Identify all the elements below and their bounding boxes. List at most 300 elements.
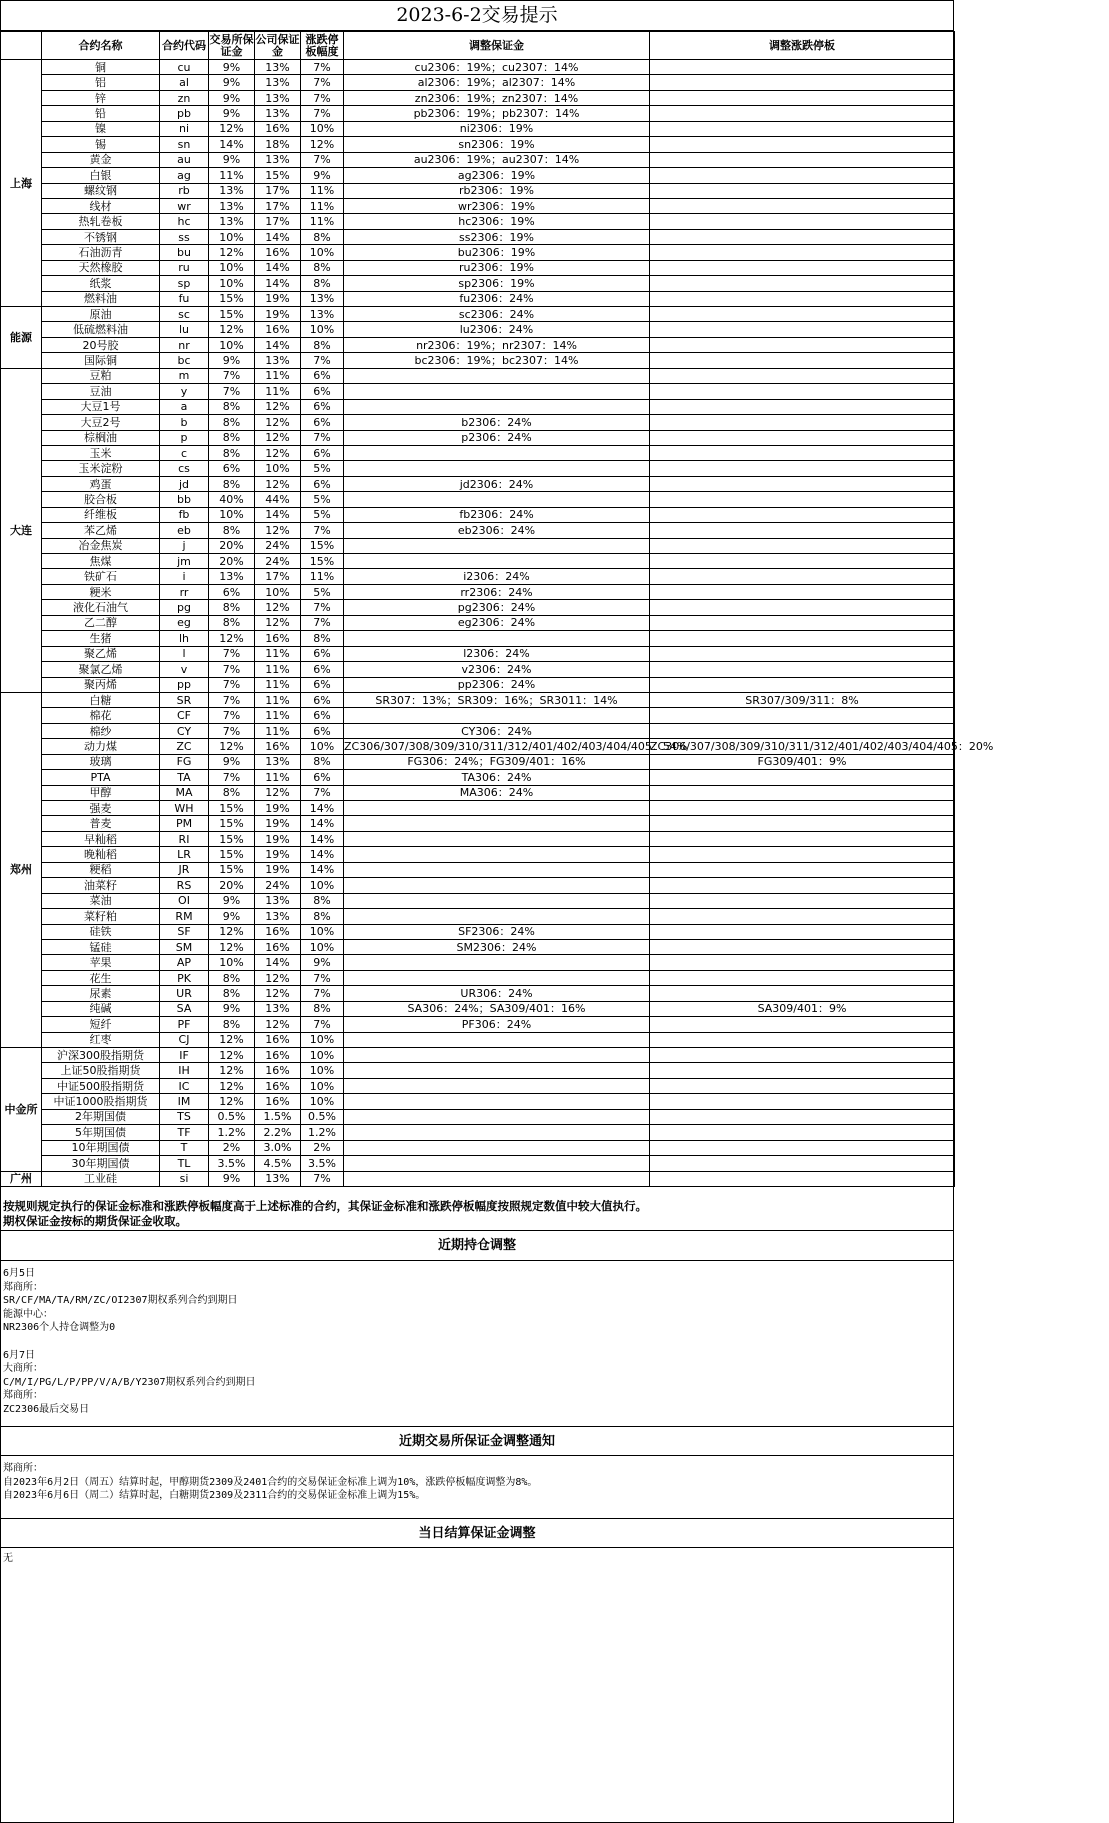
adjusted-margin-cell — [344, 1078, 650, 1093]
contract-code-cell: pp — [160, 677, 209, 692]
company-margin-cell: 12% — [255, 785, 301, 800]
contract-code-cell: RS — [160, 878, 209, 893]
exchange-margin-cell: 15% — [209, 847, 255, 862]
exchange-margin-cell: 9% — [209, 106, 255, 121]
contract-name-cell: 生猪 — [42, 631, 160, 646]
adjusted-margin-cell: b2306：24% — [344, 415, 650, 430]
adjusted-margin-cell — [344, 893, 650, 908]
exchange-margin-cell: 15% — [209, 816, 255, 831]
price-limit-cell: 10% — [301, 1094, 344, 1109]
notice-line: 自2023年6月6日（周二）结算时起，白糖期货2309及2311合约的交易保证金标准上调为15%。 — [3, 1490, 426, 1502]
adjusted-limit-cell — [650, 523, 955, 538]
adjusted-margin-cell: l2306：24% — [344, 646, 650, 661]
margin-table-body — [1, 32, 994, 1187]
exchange-margin-cell: 20% — [209, 538, 255, 553]
contract-code-cell: rr — [160, 584, 209, 599]
exchange-cell: 大连 — [1, 368, 42, 692]
price-limit-cell: 6% — [301, 384, 344, 399]
adjusted-limit-cell: ZC306/307/308/309/310/311/312/401/402/403/404/405：20% — [650, 739, 994, 753]
adjusted-limit-cell — [650, 554, 955, 569]
adjusted-margin-cell: ni2306：19% — [344, 121, 650, 136]
table-row — [1, 399, 955, 414]
contract-code-cell: LR — [160, 847, 209, 862]
contract-code-cell: lu — [160, 322, 209, 337]
contract-name-cell: 菜油 — [42, 893, 160, 908]
page-title: 2023-6-2交易提示 — [0, 0, 954, 31]
exchange-margin-cell: 9% — [209, 893, 255, 908]
contract-name-cell: 苹果 — [42, 955, 160, 970]
adjusted-limit-cell — [650, 245, 955, 260]
price-limit-cell: 6% — [301, 368, 344, 383]
company-margin-cell: 11% — [255, 384, 301, 399]
adjusted-margin-cell — [344, 538, 650, 553]
price-limit-cell: 6% — [301, 677, 344, 692]
header-contract-name: 合约名称 — [42, 32, 160, 60]
table-row — [1, 893, 955, 908]
exchange-margin-cell: 40% — [209, 492, 255, 507]
rule-note-line: 期权保证金按标的期货保证金收取。 — [3, 1214, 187, 1228]
table-row — [1, 337, 955, 352]
price-limit-cell: 10% — [301, 322, 344, 337]
contract-name-cell: 工业硅 — [42, 1171, 160, 1186]
company-margin-cell: 14% — [255, 229, 301, 244]
contract-code-cell: nr — [160, 337, 209, 352]
adjusted-margin-cell: lu2306：24% — [344, 322, 650, 337]
company-margin-cell: 12% — [255, 970, 301, 985]
adjusted-margin-cell: UR306：24% — [344, 986, 650, 1001]
adjusted-margin-cell: CY306：24% — [344, 723, 650, 738]
contract-code-cell: bc — [160, 353, 209, 368]
contract-code-cell: JR — [160, 862, 209, 877]
price-limit-cell: 2% — [301, 1140, 344, 1155]
exchange-margin-cell: 9% — [209, 90, 255, 105]
adjusted-margin-cell: zn2306：19%；zn2307：14% — [344, 90, 650, 105]
exchange-margin-cell: 13% — [209, 183, 255, 198]
adjusted-margin-cell — [344, 1140, 650, 1155]
exchange-margin-cell: 12% — [209, 924, 255, 939]
company-margin-cell: 15% — [255, 168, 301, 183]
adjusted-limit-cell — [650, 862, 955, 877]
table-row — [1, 461, 955, 476]
contract-name-cell: 胶合板 — [42, 492, 160, 507]
price-limit-cell: 7% — [301, 1171, 344, 1186]
contract-name-cell: 20号胶 — [42, 337, 160, 352]
exchange-margin-cell: 12% — [209, 631, 255, 646]
adjusted-margin-cell — [344, 1125, 650, 1140]
adjusted-margin-cell: al2306：19%；al2307：14% — [344, 75, 650, 90]
contract-name-cell: 强麦 — [42, 801, 160, 816]
company-margin-cell: 13% — [255, 1001, 301, 1016]
adjusted-limit-cell — [650, 507, 955, 522]
price-limit-cell: 7% — [301, 970, 344, 985]
contract-code-cell: SR — [160, 692, 209, 707]
table-row — [1, 600, 955, 615]
price-limit-cell: 6% — [301, 399, 344, 414]
adjusted-limit-cell — [650, 816, 955, 831]
adjusted-limit-cell — [650, 461, 955, 476]
price-limit-cell: 7% — [301, 615, 344, 630]
company-margin-cell: 12% — [255, 476, 301, 491]
contract-name-cell: 锌 — [42, 90, 160, 105]
contract-name-cell: 甲醇 — [42, 785, 160, 800]
contract-name-cell: 棕榈油 — [42, 430, 160, 445]
adjusted-margin-cell — [344, 862, 650, 877]
adjusted-margin-cell: fu2306：24% — [344, 291, 650, 306]
adjusted-limit-cell — [650, 1125, 955, 1140]
table-row — [1, 1048, 955, 1063]
adjusted-limit-cell — [650, 538, 955, 553]
adjusted-limit-cell — [650, 831, 955, 846]
price-limit-cell: 12% — [301, 137, 344, 152]
contract-name-cell: 聚乙烯 — [42, 646, 160, 661]
company-margin-cell: 12% — [255, 615, 301, 630]
price-limit-cell: 6% — [301, 445, 344, 460]
contract-code-cell: SM — [160, 939, 209, 954]
contract-code-cell: pb — [160, 106, 209, 121]
company-margin-cell: 19% — [255, 291, 301, 306]
contract-code-cell: al — [160, 75, 209, 90]
table-row — [1, 121, 955, 136]
adjusted-limit-cell — [650, 924, 955, 939]
contract-name-cell: 红枣 — [42, 1032, 160, 1047]
table-row — [1, 662, 955, 677]
table-row — [1, 584, 955, 599]
contract-name-cell: 焦煤 — [42, 554, 160, 569]
price-limit-cell: 9% — [301, 955, 344, 970]
header-exchange — [1, 32, 42, 60]
adjusted-limit-cell — [650, 631, 955, 646]
company-margin-cell: 11% — [255, 723, 301, 738]
contract-name-cell: 粳稻 — [42, 862, 160, 877]
price-limit-cell: 7% — [301, 1017, 344, 1032]
notice-line — [3, 1335, 951, 1349]
price-limit-cell: 7% — [301, 60, 344, 75]
table-row — [1, 801, 955, 816]
adjusted-limit-cell — [650, 1032, 955, 1047]
contract-name-cell: PTA — [42, 770, 160, 785]
adjusted-margin-cell — [344, 1063, 650, 1078]
adjusted-margin-cell — [344, 399, 650, 414]
contract-code-cell: wr — [160, 198, 209, 213]
adjusted-margin-cell: ZC306/307/308/309/310/311/312/401/402/403/404/405：54% — [344, 739, 688, 753]
adjusted-limit-cell — [650, 198, 955, 213]
price-limit-cell: 7% — [301, 600, 344, 615]
contract-code-cell: OI — [160, 893, 209, 908]
table-row — [1, 1078, 955, 1093]
company-margin-cell: 13% — [255, 754, 301, 769]
contract-name-cell: 不锈钢 — [42, 229, 160, 244]
table-row — [1, 276, 955, 291]
adjusted-margin-cell — [344, 708, 650, 723]
price-limit-cell: 8% — [301, 1001, 344, 1016]
table-header-row — [1, 32, 955, 60]
table-row — [1, 816, 955, 831]
price-limit-cell: 6% — [301, 723, 344, 738]
notice-line: 郑商所： — [3, 1463, 43, 1474]
adjusted-limit-cell: SR307/309/311：8% — [650, 692, 955, 707]
adjusted-limit-cell — [650, 723, 955, 738]
exchange-margin-cell: 3.5% — [209, 1156, 255, 1171]
adjusted-margin-cell — [344, 384, 650, 399]
company-margin-cell: 13% — [255, 106, 301, 121]
adjusted-margin-cell: eg2306：24% — [344, 615, 650, 630]
adjusted-margin-cell: fb2306：24% — [344, 507, 650, 522]
contract-code-cell: bu — [160, 245, 209, 260]
table-row — [1, 847, 955, 862]
company-margin-cell: 13% — [255, 353, 301, 368]
exchange-margin-cell: 10% — [209, 260, 255, 275]
table-row — [1, 554, 955, 569]
contract-code-cell: IM — [160, 1094, 209, 1109]
table-row — [1, 970, 955, 985]
notice-line: 6月7日 — [3, 1349, 36, 1361]
price-limit-cell: 14% — [301, 831, 344, 846]
contract-code-cell: jm — [160, 554, 209, 569]
table-row — [1, 384, 955, 399]
exchange-margin-cell: 9% — [209, 75, 255, 90]
company-margin-cell: 13% — [255, 893, 301, 908]
notice-line: ZC2306最后交易日 — [3, 1403, 90, 1415]
exchange-margin-cell: 7% — [209, 708, 255, 723]
price-limit-cell: 10% — [301, 1048, 344, 1063]
adjusted-margin-cell: sp2306：19% — [344, 276, 650, 291]
adjusted-limit-cell — [650, 1017, 955, 1032]
adjusted-limit-cell — [650, 955, 955, 970]
adjusted-limit-cell — [650, 801, 955, 816]
company-margin-cell: 17% — [255, 198, 301, 213]
rule-note — [0, 1197, 954, 1231]
adjusted-margin-cell: bc2306：19%；bc2307：14% — [344, 353, 650, 368]
contract-code-cell: a — [160, 399, 209, 414]
price-limit-cell: 11% — [301, 569, 344, 584]
company-margin-cell: 16% — [255, 322, 301, 337]
table-row — [1, 1063, 955, 1078]
exchange-margin-cell: 8% — [209, 399, 255, 414]
company-margin-cell: 12% — [255, 986, 301, 1001]
company-margin-cell: 13% — [255, 1171, 301, 1186]
contract-code-cell: l — [160, 646, 209, 661]
contract-code-cell: TS — [160, 1109, 209, 1124]
contract-name-cell: 铝 — [42, 75, 160, 90]
exchange-margin-cell: 12% — [209, 1063, 255, 1078]
company-margin-cell: 19% — [255, 816, 301, 831]
table-row — [1, 1109, 955, 1124]
notice-line: C/M/I/PG/L/P/PP/V/A/B/Y2307期权系列合约到期日 — [3, 1376, 256, 1388]
contract-code-cell: IH — [160, 1063, 209, 1078]
table-row — [1, 538, 955, 553]
adjusted-margin-cell: pb2306：19%；pb2307：14% — [344, 106, 650, 121]
adjusted-limit-cell — [650, 106, 955, 121]
contract-code-cell: v — [160, 662, 209, 677]
adjusted-limit-cell — [650, 1171, 955, 1186]
company-margin-cell: 4.5% — [255, 1156, 301, 1171]
adjusted-margin-cell: v2306：24% — [344, 662, 650, 677]
exchange-margin-cell: 6% — [209, 461, 255, 476]
adjusted-limit-cell — [650, 893, 955, 908]
company-margin-cell: 24% — [255, 554, 301, 569]
position-adjust-heading: 近期持仓调整 — [0, 1231, 954, 1261]
exchange-margin-cell: 0.5% — [209, 1109, 255, 1124]
adjusted-limit-cell — [650, 152, 955, 167]
contract-name-cell: 铜 — [42, 60, 160, 75]
contract-name-cell: 苯乙烯 — [42, 523, 160, 538]
company-margin-cell: 17% — [255, 214, 301, 229]
adjusted-margin-cell — [344, 816, 650, 831]
adjusted-margin-cell: sc2306：24% — [344, 307, 650, 322]
table-row — [1, 245, 955, 260]
company-margin-cell: 24% — [255, 538, 301, 553]
company-margin-cell: 12% — [255, 600, 301, 615]
table-row — [1, 523, 955, 538]
price-limit-cell: 8% — [301, 260, 344, 275]
contract-name-cell: 大豆2号 — [42, 415, 160, 430]
contract-name-cell: 花生 — [42, 970, 160, 985]
contract-name-cell: 乙二醇 — [42, 615, 160, 630]
adjusted-margin-cell: rb2306：19% — [344, 183, 650, 198]
company-margin-cell: 16% — [255, 939, 301, 954]
settlement-margin-body — [0, 1546, 954, 1576]
company-margin-cell: 16% — [255, 245, 301, 260]
contract-code-cell: PF — [160, 1017, 209, 1032]
price-limit-cell: 5% — [301, 584, 344, 599]
contract-code-cell: zn — [160, 90, 209, 105]
exchange-margin-cell: 8% — [209, 430, 255, 445]
adjusted-limit-cell — [650, 1094, 955, 1109]
contract-name-cell: 锡 — [42, 137, 160, 152]
contract-code-cell: T — [160, 1140, 209, 1155]
company-margin-cell: 16% — [255, 121, 301, 136]
table-row — [1, 322, 955, 337]
adjusted-margin-cell: wr2306：19% — [344, 198, 650, 213]
price-limit-cell: 0.5% — [301, 1109, 344, 1124]
table-row — [1, 445, 955, 460]
exchange-cell: 郑州 — [1, 692, 42, 1047]
contract-code-cell: b — [160, 415, 209, 430]
adjusted-margin-cell: SR307：13%；SR309：16%；SR3011：14% — [344, 692, 650, 707]
exchange-margin-cell: 8% — [209, 615, 255, 630]
table-row — [1, 507, 955, 522]
table-row — [1, 198, 955, 213]
adjusted-margin-cell: eb2306：24% — [344, 523, 650, 538]
contract-name-cell: 黄金 — [42, 152, 160, 167]
table-row — [1, 708, 955, 723]
notice-line: 自2023年6月2日（周五）结算时起，甲醇期货2309及2401合约的交易保证金标准上调为10%，涨跌停板幅度调整为8%。 — [3, 1476, 538, 1488]
contract-name-cell: 铁矿石 — [42, 569, 160, 584]
price-limit-cell: 7% — [301, 986, 344, 1001]
price-limit-cell: 8% — [301, 909, 344, 924]
contract-code-cell: IC — [160, 1078, 209, 1093]
contract-name-cell: 热轧卷板 — [42, 214, 160, 229]
price-limit-cell: 8% — [301, 229, 344, 244]
contract-code-cell: c — [160, 445, 209, 460]
exchange-margin-cell: 14% — [209, 137, 255, 152]
company-margin-cell: 17% — [255, 183, 301, 198]
adjusted-margin-cell — [344, 847, 650, 862]
company-margin-cell: 19% — [255, 847, 301, 862]
adjusted-margin-cell: au2306：19%；au2307：14% — [344, 152, 650, 167]
notice-line: 大商所： — [3, 1363, 43, 1375]
company-margin-cell: 16% — [255, 739, 301, 754]
exchange-margin-cell: 10% — [209, 955, 255, 970]
adjusted-margin-cell: jd2306：24% — [344, 476, 650, 491]
contract-name-cell: 沪深300股指期货 — [42, 1048, 160, 1063]
adjusted-limit-cell — [650, 260, 955, 275]
contract-code-cell: hc — [160, 214, 209, 229]
adjusted-margin-cell: pp2306：24% — [344, 677, 650, 692]
exchange-margin-cell: 12% — [209, 739, 255, 754]
contract-name-cell: 铅 — [42, 106, 160, 121]
adjusted-limit-cell — [650, 1078, 955, 1093]
contract-name-cell: 鸡蛋 — [42, 476, 160, 491]
company-margin-cell: 12% — [255, 415, 301, 430]
price-limit-cell: 8% — [301, 337, 344, 352]
contract-name-cell: 白银 — [42, 168, 160, 183]
exchange-margin-cell: 9% — [209, 60, 255, 75]
adjusted-limit-cell — [650, 970, 955, 985]
table-row — [1, 631, 955, 646]
exchange-margin-cell: 7% — [209, 677, 255, 692]
adjusted-limit-cell — [650, 322, 955, 337]
adjusted-margin-cell — [344, 909, 650, 924]
contract-name-cell: 硅铁 — [42, 924, 160, 939]
contract-code-cell: AP — [160, 955, 209, 970]
price-limit-cell: 6% — [301, 646, 344, 661]
contract-code-cell: y — [160, 384, 209, 399]
notice-line: 郑商所： — [3, 1390, 43, 1402]
table-row — [1, 1032, 955, 1047]
contract-name-cell: 纸浆 — [42, 276, 160, 291]
contract-name-cell: 低硫燃料油 — [42, 322, 160, 337]
contract-name-cell: 早籼稻 — [42, 831, 160, 846]
company-margin-cell: 14% — [255, 337, 301, 352]
contract-code-cell: ru — [160, 260, 209, 275]
contract-name-cell: 聚丙烯 — [42, 677, 160, 692]
company-margin-cell: 14% — [255, 276, 301, 291]
notice-line: 无 — [3, 1553, 13, 1564]
exchange-margin-cell: 13% — [209, 214, 255, 229]
adjusted-limit-cell — [650, 646, 955, 661]
adjusted-limit-cell — [650, 368, 955, 383]
adjusted-margin-cell — [344, 554, 650, 569]
exchange-margin-cell: 13% — [209, 569, 255, 584]
contract-code-cell: IF — [160, 1048, 209, 1063]
exchange-margin-cell: 7% — [209, 662, 255, 677]
company-margin-cell: 13% — [255, 60, 301, 75]
table-row — [1, 723, 955, 738]
contract-code-cell: cu — [160, 60, 209, 75]
contract-code-cell: TA — [160, 770, 209, 785]
contract-code-cell: TF — [160, 1125, 209, 1140]
contract-name-cell: 原油 — [42, 307, 160, 322]
exchange-margin-cell: 15% — [209, 291, 255, 306]
adjusted-limit-cell — [650, 121, 955, 136]
contract-code-cell: lh — [160, 631, 209, 646]
contract-name-cell: 晚籼稻 — [42, 847, 160, 862]
table-row — [1, 939, 955, 954]
contract-name-cell: 线材 — [42, 198, 160, 213]
contract-code-cell: ag — [160, 168, 209, 183]
price-limit-cell: 14% — [301, 847, 344, 862]
price-limit-cell: 10% — [301, 939, 344, 954]
adjusted-margin-cell — [344, 1156, 650, 1171]
adjusted-limit-cell — [650, 847, 955, 862]
company-margin-cell: 17% — [255, 569, 301, 584]
adjusted-margin-cell: hc2306：19% — [344, 214, 650, 229]
company-margin-cell: 10% — [255, 461, 301, 476]
contract-name-cell: 上证50股指期货 — [42, 1063, 160, 1078]
company-margin-cell: 14% — [255, 507, 301, 522]
adjusted-margin-cell: nr2306：19%；nr2307：14% — [344, 337, 650, 352]
